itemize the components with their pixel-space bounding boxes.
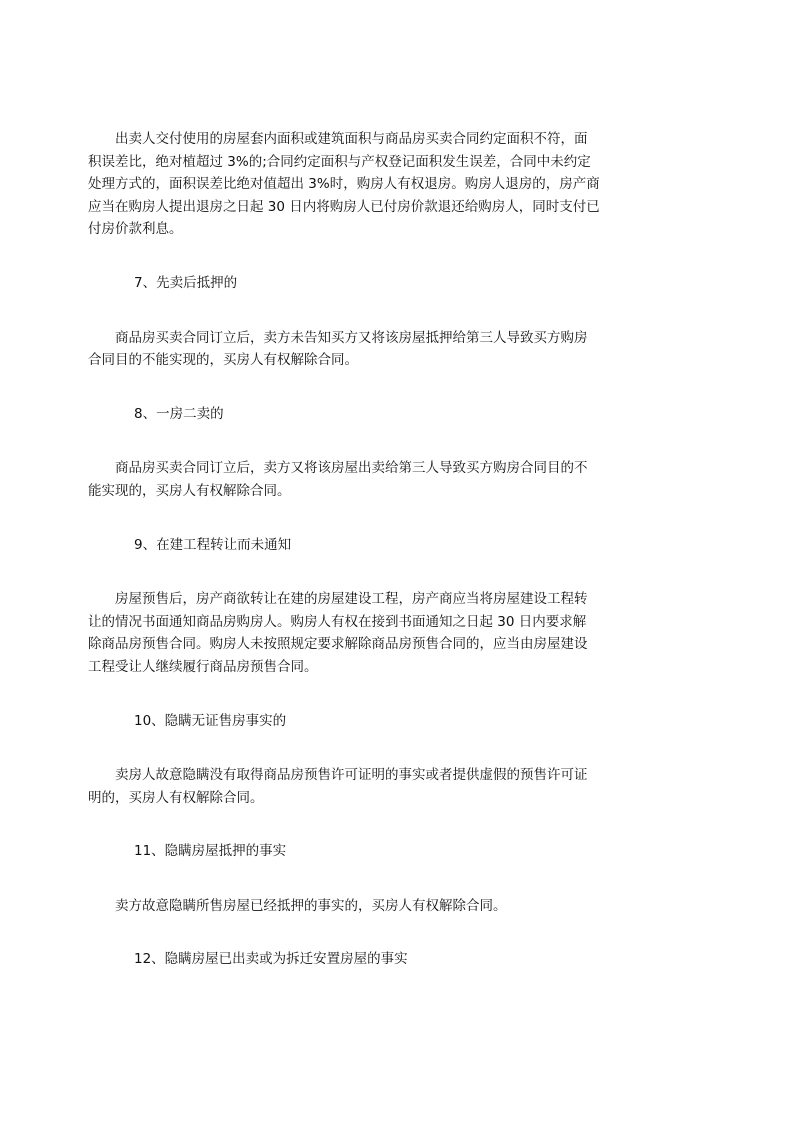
section-body-7 [88, 327, 700, 372]
paragraph-line: 明的，买房人有权解除合同。 [88, 789, 264, 806]
paragraph-line: 卖房人故意隐瞒没有取得商品房预售许可证明的事实或者提供虚假的预售许可证 [88, 767, 588, 784]
section-heading-12: 12、隐瞒房屋已出卖或为拆迁安置房屋的事实 [134, 951, 408, 968]
paragraph-line: 除商品房预售合同。购房人未按照规定要求解除商品房预售合同的，应当由房屋建设 [88, 636, 588, 653]
section-heading-9: 9、在建工程转让而未通知 [134, 536, 292, 553]
section-body-10 [88, 764, 700, 809]
paragraph-line: 让的情况书面通知商品房购房人。购房人有权在接到书面通知之日起 30 日内要求解 [88, 613, 587, 630]
section-heading-11: 11、隐瞒房屋抵押的事实 [134, 843, 287, 860]
paragraph-line: 商品房买卖合同订立后，卖方又将该房屋出卖给第三人导致买方购房合同目的不 [88, 460, 588, 477]
document-content [88, 128, 700, 971]
intro-paragraph [88, 128, 700, 241]
paragraph-line: 出卖人交付使用的房屋套内面积或建筑面积与商品房买卖合同约定面积不符，面 [88, 131, 588, 147]
paragraph-line: 卖方故意隐瞒所售房屋已经抵押的事实的，买房人有权解除合同。 [88, 897, 507, 914]
paragraph-line: 工程受让人继续履行商品房预售合同。 [88, 658, 318, 675]
paragraph-line: 处理方式的，面积误差比绝对值超出 3%时，购房人有权退房。购房人退房的，房产商 [88, 176, 600, 193]
paragraph-line: 应当在购房人提出退房之日起 30 日内将购房人已付房价款退还给购房人，同时支付已 [88, 198, 600, 215]
paragraph-line: 能实现的，买房人有权解除合同。 [88, 482, 291, 499]
section-heading-8: 8、一房二卖的 [134, 405, 224, 422]
section-body-8 [88, 457, 700, 502]
section-heading-10: 10、隐瞒无证售房事实的 [134, 712, 287, 729]
paragraph-line: 房屋预售后，房产商欲转让在建的房屋建设工程，房产商应当将房屋建设工程转 [88, 591, 588, 608]
section-body-9 [88, 588, 700, 678]
section-body-11 [88, 895, 700, 918]
paragraph-line: 合同目的不能实现的，买房人有权解除合同。 [88, 352, 358, 369]
paragraph-line: 商品房买卖合同订立后，卖方未告知买方又将该房屋抵押给第三人导致买方购房 [88, 329, 588, 346]
paragraph-line: 积误差比，绝对植超过 3%的;合同约定面积与产权登记面积发生误差，合同中未约定 [88, 153, 591, 170]
paragraph-line: 付房价款利息。 [88, 221, 183, 238]
section-heading-7: 7、先卖后抵押的 [134, 274, 238, 291]
